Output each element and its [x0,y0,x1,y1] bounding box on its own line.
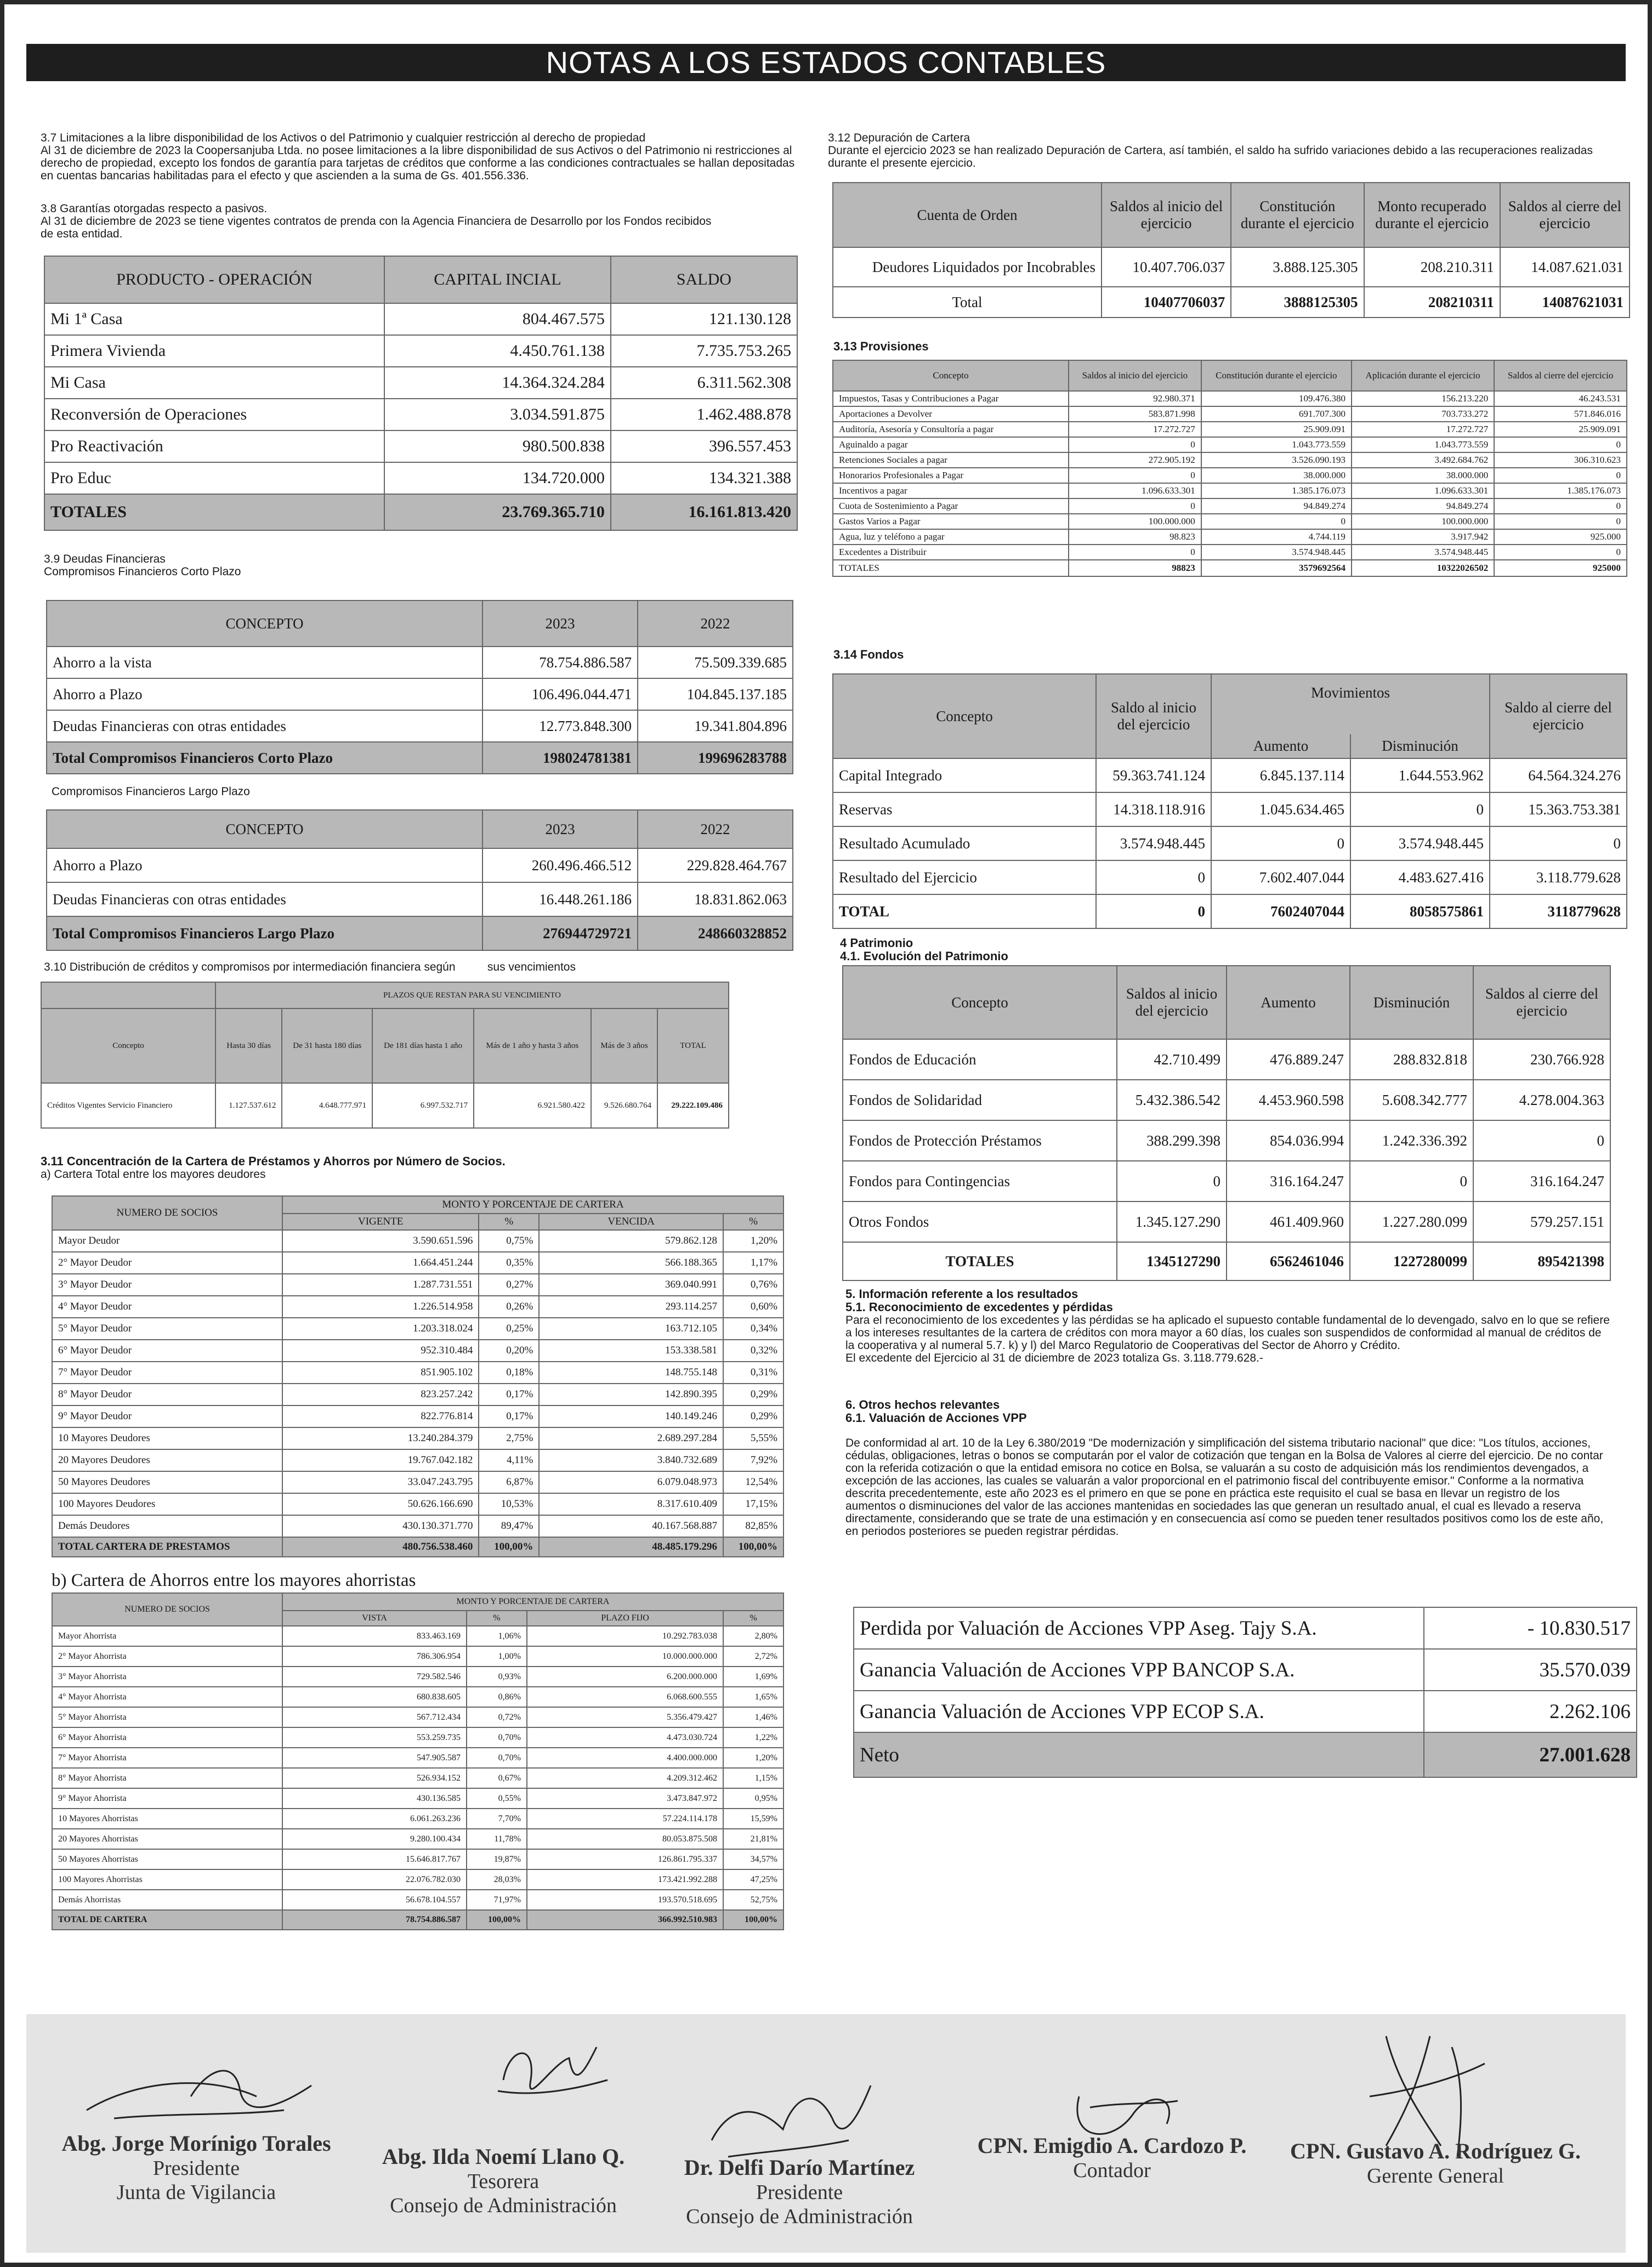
table-row: 100 Mayores Ahorristas 22.076.782.030 28,03% 173.421.992.288 47,25% [52,1869,784,1890]
table-row: Agua, luz y teléfono a pagar 98.823 4.744.119 3.917.942 925.000 [833,529,1627,545]
table-row: Capital Integrado 59.363.741.124 6.845.137.114 1.644.553.962 64.564.324.276 [833,758,1627,792]
signature-block: Abg. Ilda Noemí Llano Q. Tesorera Consejo de Administración [382,2144,625,2217]
section-4-sub: 4.1. Evolución del Patrimonio [840,949,1008,963]
table-row: 5° Mayor Ahorrista 567.712.434 0,72% 5.356.479.427 1,46% [52,1707,784,1727]
table-row: Ganancia Valuación de Acciones VPP ECOP S.A. 2.262.106 [854,1691,1637,1732]
section-3-11-subb: b) Cartera de Ahorros entre los mayores ahorristas [52,1571,416,1590]
valuacion-table [853,1607,1637,1778]
table-row: 9° Mayor Deudor 822.776.814 0,17% 140.149.246 0,29% [52,1405,784,1427]
section-3-11-heading: 3.11 Concentración de la Cartera de Préstamos y Ahorros por Número de Socios. [41,1154,506,1168]
table-row: Ganancia Valuación de Acciones VPP BANCOP S.A. 35.570.039 [854,1649,1637,1691]
section-3-12-text: Durante el ejercicio 2023 se han realizado Depuración de Cartera, así también, el saldo ha sufrido variaciones debido a las recuperaciones realizadas durante el presente ejercicio. [828,144,1593,169]
signature-block: CPN. Emigdio A. Cardozo P. Contador [977,2133,1247,2182]
table-row: Otros Fondos 1.345.127.290 461.409.960 1.227.280.099 579.257.151 [843,1201,1610,1242]
total-row: TOTALES 23.769.365.710 16.161.813.420 [44,494,797,530]
table-row: Fondos de Solidaridad 5.432.386.542 4.453.960.598 5.608.342.777 4.278.004.363 [843,1080,1610,1120]
table-row: 50 Mayores Ahorristas 15.646.817.767 19,87% 126.861.795.337 34,57% [52,1849,784,1869]
vencimientos-table: PLAZOS QUE RESTAN PARA SU VENCIMIENTO Concepto Hasta 30 días De 31 hasta 180 días De 181 días hasta 1 año Más de 1 año y hasta 3 años Más de 3 años TOTAL Créditos Vigentes Servicio Financiero 1.127.537.612 4.648.777.971 6.997.532.717 6.921.580.422 9.526.680.764 29.222.109.486 [41,982,729,1129]
table-row: 8° Mayor Deudor 823.257.242 0,17% 142.890.395 0,29% [52,1384,784,1405]
table-row: Reconversión de Operaciones 3.034.591.875 1.462.488.878 [44,399,797,430]
total-row: TOTALES 98823 3579692564 10322026502 925000 [833,560,1627,576]
table-row: 100 Mayores Deudores 50.626.166.690 10,53% 8.317.610.409 17,15% [52,1493,784,1515]
section-3-7-heading: 3.7 Limitaciones a la libre disponibilidad de los Activos o del Patrimonio y cualquier restricción al derecho de propiedad [41,132,646,144]
section-4-heading: 4 Patrimonio [840,936,913,950]
total-row: Total Compromisos Financieros Corto Plazo 198024781381 199696283788 [47,742,793,774]
table-row: Honorarios Profesionales a Pagar 0 38.000.000 38.000.000 0 [833,468,1627,483]
signature-block: Dr. Delfi Darío Martínez Presidente Consejo de Administración [684,2155,915,2228]
cartera-ahorristas-table: NUMERO DE SOCIOS MONTO Y PORCENTAJE DE CARTERA VISTA % PLAZO FIJO % Mayor Ahorrista 833.463.169 1,06% 10.292.783.038 2,80% 2° Mayor Ahorrista 786.306.954 1,00% 10.000.000.000 2,72% 3° Mayor Ahorrista 729.582.546 0,93% 6.200.000.000 1,69% 4° Mayor Ahorrista 680.838.605 0,86% 6.068.600.555 1,65% 5° Mayor Ahorrista 567.712.434 0,72% 5.356.479.427 1,46% 6° Mayor Ahorrista 553.259.735 0,70% 4.473.030.724 1,22% 7° Mayor Ahorrista 547.905.587 0,70% 4.400.000.000 1,20% 8° Mayor Ahorrista 526.934.152 0,67% 4.209.312.462 1,15% 9° Mayor Ahorrista 430.136.585 0,55% 3.473.847.972 0,95% 10 Mayores Ahorristas 6.061.263.236 7,70% 57.224.114.178 15,59% 20 Mayores Ahorristas 9.280.100.434 11,78% 80.053.875.508 21,81% 50 Mayores Ahorristas 15.646.817.767 19,87% 126.861.795.337 34,57% 100 Mayores Ahorristas 22.076.782.030 28,03% 173.421.992.288 47,25% Demás Ahorristas 56.678.104.557 71,97% 193.570.518.695 52,75% TOTAL DE CARTERA 78.754.886.587 100,00% 366.992.510.983 100,00% [52,1592,784,1930]
table-row: Perdida por Valuación de Acciones VPP Aseg. Tajy S.A. - 10.830.517 [854,1607,1637,1649]
section-3-9-sub: Compromisos Financieros Corto Plazo [44,565,241,578]
section-6-text: De conformidad al art. 10 de la Ley 6.380/2019 "De modernización y simplificación del sistema tributario nacional" que dice: "Los títulos, acciones, cédulas, obligaciones, letras o bonos se computarán por el valor de cotización que tengan en la Bolsa de Valores al cierre del ejercicio. De no contar con la referida cotización o que la entidad emisora no cotice en Bolsa, se valuarán a su costo de adquisición más los rendimientos devengados, a excepción de las acciones, las cuales se valuarán a valor proporcional en el patrimonio fiscal del contribuyente emisor." Conforme a la normativa descrita precedentemente, este año 2023 es el primero en que se pone en práctica este requisito el cual se basa en llevar un registro de los aumentos o disminuciones del valor de las acciones mantenidas en sociedades las que generan un resultado anual, el cual es llevado a reserva directamente, considerando que se trate de una estimación y en consecuencia así como se pueden tener resultados positivos como los de este año, en periodos posteriores se pueden registrar pérdidas. [845,1437,1604,1538]
fondos-table: Concepto Saldo al inicio del ejercicio Movimientos Saldo al cierre del ejercicio Aumento Disminución Capital Integrado 59.363.741.124 6.845.137.114 1.644.553.962 64.564.324.276 Reservas 14.318.118.916 1.045.634.465 0 15.363.753.381 Resultado Acumulado 3.574.948.445 0 3.574.948.445 0 Resultado del Ejercicio 0 7.602.407.044 4.483.627.416 3.118.779.628 TOTAL 0 7602407044 8058575861 3118779628 [832,673,1627,929]
table-row: Ahorro a Plazo 106.496.044.471 104.845.137.185 [47,678,793,710]
table-row: Primera Vivienda 4.450.761.138 7.735.753.265 [44,335,797,367]
table-row: Excedentes a Distribuir 0 3.574.948.445 3.574.948.445 0 [833,545,1627,560]
table-row: Deudores Liquidados por Incobrables 10.407.706.037 3.888.125.305 208.210.311 14.087.621.031 [833,247,1630,287]
total-row: TOTAL CARTERA DE PRESTAMOS 480.756.538.460 100,00% 48.485.179.296 100,00% [52,1537,784,1557]
table-row: Resultado Acumulado 3.574.948.445 0 3.574.948.445 0 [833,826,1627,860]
col-header: CAPITAL INCIAL [384,256,611,303]
section-3-7-text: Al 31 de diciembre de 2023 la Coopersanjuba Ltda. no posee limitaciones a la libre disponibilidad de sus Activos o del Patrimonio ni restricciones al derecho de propiedad, excepto los fondos de garantía para tarjetas de créditos que conforme a las condiciones contractuales se hallan depositadas en cuentas bancarias habilitadas para el efecto y que ascienden a la suma de Gs. 401.556.336. [41,144,795,182]
section-6 [845,1398,1613,1538]
table-row: Pro Reactivación 980.500.838 396.557.453 [44,430,797,462]
table-row: 6° Mayor Deudor 952.310.484 0,20% 153.338.581 0,32% [52,1340,784,1362]
section-3-10-heading: 3.10 Distribución de créditos y compromisos por intermediación financiera según sus vencimientos [44,961,576,973]
section-3-12-heading: 3.12 Depuración de Cartera [828,132,970,144]
table-row: 7° Mayor Ahorrista 547.905.587 0,70% 4.400.000.000 1,20% [52,1748,784,1768]
table-row: Impuestos, Tasas y Contribuciones a Pagar 92.980.371 109.476.380 156.213.220 46.243.531 [833,391,1627,406]
deudas-largo-table: CONCEPTO 2023 2022 Ahorro a Plazo 260.496.466.512 229.828.464.767 Deudas Financieras con otras entidades 16.448.261.186 18.831.862.063 Total Compromisos Financieros Largo Plazo 276944729721 248660328852 [46,809,793,951]
table-row: Resultado del Ejercicio 0 7.602.407.044 4.483.627.416 3.118.779.628 [833,860,1627,894]
table-row: 5° Mayor Deudor 1.203.318.024 0,25% 163.712.105 0,34% [52,1318,784,1340]
section-3-8-heading: 3.8 Garantías otorgadas respecto a pasivos. [41,202,268,215]
cartera-deudores-table: NUMERO DE SOCIOS MONTO Y PORCENTAJE DE CARTERA VIGENTE % VENCIDA % Mayor Deudor 3.590.651.596 0,75% 579.862.128 1,20% 2° Mayor Deudor 1.664.451.244 0,35% 566.188.365 1,17% 3° Mayor Deudor 1.287.731.551 0,27% 369.040.991 0,76% 4° Mayor Deudor 1.226.514.958 0,26% 293.114.257 0,60% 5° Mayor Deudor 1.203.318.024 0,25% 163.712.105 0,34% 6° Mayor Deudor 952.310.484 0,20% 153.338.581 0,32% 7° Mayor Deudor 851.905.102 0,18% 148.755.148 0,31% 8° Mayor Deudor 823.257.242 0,17% 142.890.395 0,29% 9° Mayor Deudor 822.776.814 0,17% 140.149.246 0,29% 10 Mayores Deudores 13.240.284.379 2,75% 2.689.297.284 5,55% 20 Mayores Deudores 19.767.042.182 4,11% 3.840.732.689 7,92% 50 Mayores Deudores 33.047.243.795 6,87% 6.079.048.973 12,54% 100 Mayores Deudores 50.626.166.690 10,53% 8.317.610.409 17,15% Demás Deudores 430.130.371.770 89,47% 40.167.568.887 82,85% TOTAL CARTERA DE PRESTAMOS 480.756.538.460 100,00% 48.485.179.296 100,00% [52,1195,784,1557]
table-row: 8° Mayor Ahorrista 526.934.152 0,67% 4.209.312.462 1,15% [52,1768,784,1788]
total-row: TOTAL DE CARTERA 78.754.886.587 100,00% 366.992.510.983 100,00% [52,1910,784,1930]
section-5-text: Para el reconocimiento de los excedentes y las pérdidas se ha aplicado el supuesto contable fundamental de lo devengado, salvo en lo que se refiere a los intereses resultantes de la cartera de créditos con mora mayor a 60 días, los cuales son suspendidos de conformidad al manual de créditos de la cooperativa y al numeral 5.7. k) y l) del Marco Regulatorio de Cooperativas del Sector de Ahorro y Crédito. [845,1314,1610,1352]
patrimonio-table: Concepto Saldos al inicio del ejercicio Aumento Disminución Saldos al cierre del ejercicio Fondos de Educación 42.710.499 476.889.247 288.832.818 230.766.928 Fondos de Solidaridad 5.432.386.542 4.453.960.598 5.608.342.777 4.278.004.363 Fondos de Protección Préstamos 388.299.398 854.036.994 1.242.336.392 0 Fondos para Contingencias 0 316.164.247 0 316.164.247 Otros Fondos 1.345.127.290 461.409.960 1.227.280.099 579.257.151 TOTALES 1345127290 6562461046 1227280099 895421398 [842,965,1611,1281]
signature-block: CPN. Gustavo A. Rodríguez G. Gerente General [1290,2139,1581,2187]
table-row: Aguinaldo a pagar 0 1.043.773.559 1.043.773.559 0 [833,437,1627,452]
table-row: Pro Educ 134.720.000 134.321.388 [44,462,797,494]
table-row: 2° Mayor Ahorrista 786.306.954 1,00% 10.000.000.000 2,72% [52,1646,784,1667]
table-row: 3° Mayor Deudor 1.287.731.551 0,27% 369.040.991 0,76% [52,1274,784,1296]
table-row: Demás Deudores 430.130.371.770 89,47% 40.167.568.887 82,85% [52,1515,784,1537]
total-row: Neto 27.001.628 [854,1732,1637,1777]
section-3-11 [41,1155,803,1181]
table-row: 20 Mayores Deudores 19.767.042.182 4,11% 3.840.732.689 7,92% [52,1449,784,1471]
table-row: Fondos de Protección Préstamos 388.299.398 854.036.994 1.242.336.392 0 [843,1120,1610,1161]
table-row: 10 Mayores Deudores 13.240.284.379 2,75% 2.689.297.284 5,55% [52,1427,784,1449]
total-row: TOTALES 1345127290 6562461046 1227280099 895421398 [843,1242,1610,1280]
table-row: Mayor Ahorrista 833.463.169 1,06% 10.292.783.038 2,80% [52,1626,784,1646]
signature-block: Abg. Jorge Morínigo Torales Presidente Junta de Vigilancia [61,2131,331,2204]
table-row: 4° Mayor Ahorrista 680.838.605 0,86% 6.068.600.555 1,65% [52,1687,784,1707]
table-row: Cuota de Sostenimiento a Pagar 0 94.849.274 94.849.274 0 [833,498,1627,514]
page-title: NOTAS A LOS ESTADOS CONTABLES [26,44,1626,81]
table-row: Mi 1ª Casa 804.467.575 121.130.128 [44,303,797,335]
section-3-9-heading: 3.9 Deudas Financieras [44,553,166,565]
table-row: Deudas Financieras con otras entidades 16.448.261.186 18.831.862.063 [47,882,793,916]
section-4 [840,937,1008,963]
table-row: 9° Mayor Ahorrista 430.136.585 0,55% 3.473.847.972 0,95% [52,1788,784,1809]
provisiones-table: Concepto Saldos al inicio del ejercicio Constitución durante el ejercicio Aplicación durante el ejercicio Saldos al cierre del ejercicio Impuestos, Tasas y Contribuciones a Pagar 92.980.371 109.476.380 156.213.220 46.243.531 Aportaciones a Devolver 583.871.998 691.707.300 703.733.272 571.846.016 Auditoría, Asesoría y Consultoría a pagar 17.272.727 25.909.091 17.272.727 25.909.091 Aguinaldo a pagar 0 1.043.773.559 1.043.773.559 0 Retenciones Sociales a pagar 272.905.192 3.526.090.193 3.492.684.762 306.310.623 Honorarios Profesionales a Pagar 0 38.000.000 38.000.000 0 Incentivos a pagar 1.096.633.301 1.385.176.073 1.096.633.301 1.385.176.073 Cuota de Sostenimiento a Pagar 0 94.849.274 94.849.274 0 Gastos Varios a Pagar 100.000.000 0 100.000.000 0 Agua, luz y teléfono a pagar 98.823 4.744.119 3.917.942 925.000 Excedentes a Distribuir 0 3.574.948.445 3.574.948.445 0 TOTALES 98823 3579692564 10322026502 925000 [832,360,1627,577]
total-row: Total Compromisos Financieros Largo Plazo 276944729721 248660328852 [47,916,793,950]
table-row: Aportaciones a Devolver 583.871.998 691.707.300 703.733.272 571.846.016 [833,406,1627,422]
depuracion-table: Cuenta de Orden Saldos al inicio del ejercicio Constitución durante el ejercicio Monto recuperado durante el ejercicio Saldos al cierre del ejercicio Deudores Liquidados por Incobrables 10.407.706.037 3.888.125.305 208.210.311 14.087.621.031 Total 10407706037 3888125305 208210311 14087621031 [832,182,1630,318]
signatures-area [26,2014,1626,2253]
table-row: Retenciones Sociales a pagar 272.905.192 3.526.090.193 3.492.684.762 306.310.623 [833,452,1627,468]
table-row: Demás Ahorristas 56.678.104.557 71,97% 193.570.518.695 52,75% [52,1890,784,1910]
table-row: Gastos Varios a Pagar 100.000.000 0 100.000.000 0 [833,514,1627,529]
section-5-sub: 5.1. Reconocimiento de excedentes y pérdidas [845,1300,1113,1314]
section-6-sub: 6.1. Valuación de Acciones VPP [845,1411,1027,1425]
section-3-12 [828,132,1617,169]
section-3-8 [41,202,803,240]
table-row: Deudas Financieras con otras entidades 12.773.848.300 19.341.804.896 [47,710,793,742]
table-row: Mi Casa 14.364.324.284 6.311.562.308 [44,367,797,399]
table-row: Ahorro a Plazo 260.496.466.512 229.828.464.767 [47,848,793,882]
table-row: 10 Mayores Ahorristas 6.061.263.236 7,70% 57.224.114.178 15,59% [52,1809,784,1829]
garantias-table [44,256,798,531]
col-header: PRODUCTO - OPERACIÓN [44,256,384,303]
section-3-9 [44,553,537,578]
section-3-11-sub: a) Cartera Total entre los mayores deudores [41,1168,266,1181]
section-3-9-sub2: Compromisos Financieros Largo Plazo [52,785,250,798]
table-row: 3° Mayor Ahorrista 729.582.546 0,93% 6.200.000.000 1,69% [52,1667,784,1687]
section-5-heading: 5. Información referente a los resultados [845,1287,1078,1301]
table-row: 20 Mayores Ahorristas 9.280.100.434 11,78% 80.053.875.508 21,81% [52,1829,784,1849]
table-row: Ahorro a la vista 78.754.886.587 75.509.339.685 [47,647,793,678]
table-row: 6° Mayor Ahorrista 553.259.735 0,70% 4.473.030.724 1,22% [52,1727,784,1748]
section-5-text2: El excedente del Ejercicio al 31 de diciembre de 2023 totaliza Gs. 3.118.779.628.- [845,1352,1263,1364]
table-row: Créditos Vigentes Servicio Financiero 1.127.537.612 4.648.777.971 6.997.532.717 6.921.580.422 9.526.680.764 29.222.109.486 [41,1083,729,1128]
total-row: TOTAL 0 7602407044 8058575861 3118779628 [833,894,1627,928]
table-row: Auditoría, Asesoría y Consultoría a pagar 17.272.727 25.909.091 17.272.727 25.909.091 [833,422,1627,437]
section-6-heading: 6. Otros hechos relevantes [845,1398,1000,1412]
col-header: SALDO [611,256,797,303]
table-row: Fondos de Educación 42.710.499 476.889.247 288.832.818 230.766.928 [843,1039,1610,1080]
section-3-14-heading: 3.14 Fondos [833,648,904,661]
total-row: Total 10407706037 3888125305 208210311 14087621031 [833,287,1630,318]
table-row: 2° Mayor Deudor 1.664.451.244 0,35% 566.188.365 1,17% [52,1252,784,1274]
table-row: 7° Mayor Deudor 851.905.102 0,18% 148.755.148 0,31% [52,1362,784,1384]
deudas-corto-table: CONCEPTO 2023 2022 Ahorro a la vista 78.754.886.587 75.509.339.685 Ahorro a Plazo 106.496.044.471 104.845.137.185 Deudas Financieras con otras entidades 12.773.848.300 19.341.804.896 Total Compromisos Financieros Corto Plazo 198024781381 199696283788 [46,600,793,774]
table-row: Fondos para Contingencias 0 316.164.247 0 316.164.247 [843,1161,1610,1201]
table-row: Mayor Deudor 3.590.651.596 0,75% 579.862.128 1,20% [52,1230,784,1252]
section-3-8-text: Al 31 de diciembre de 2023 se tiene vigentes contratos de prenda con la Agencia Financiera de Desarrollo por los Fondos recibidos de esta entidad. [41,215,712,240]
table-row: Incentivos a pagar 1.096.633.301 1.385.176.073 1.096.633.301 1.385.176.073 [833,483,1627,498]
table-row: 50 Mayores Deudores 33.047.243.795 6,87% 6.079.048.973 12,54% [52,1471,784,1493]
section-3-7 [41,132,803,182]
table-row: 4° Mayor Deudor 1.226.514.958 0,26% 293.114.257 0,60% [52,1296,784,1318]
table-row: Reservas 14.318.118.916 1.045.634.465 0 15.363.753.381 [833,792,1627,826]
section-5 [845,1288,1613,1364]
section-3-13-heading: 3.13 Provisiones [833,339,929,353]
